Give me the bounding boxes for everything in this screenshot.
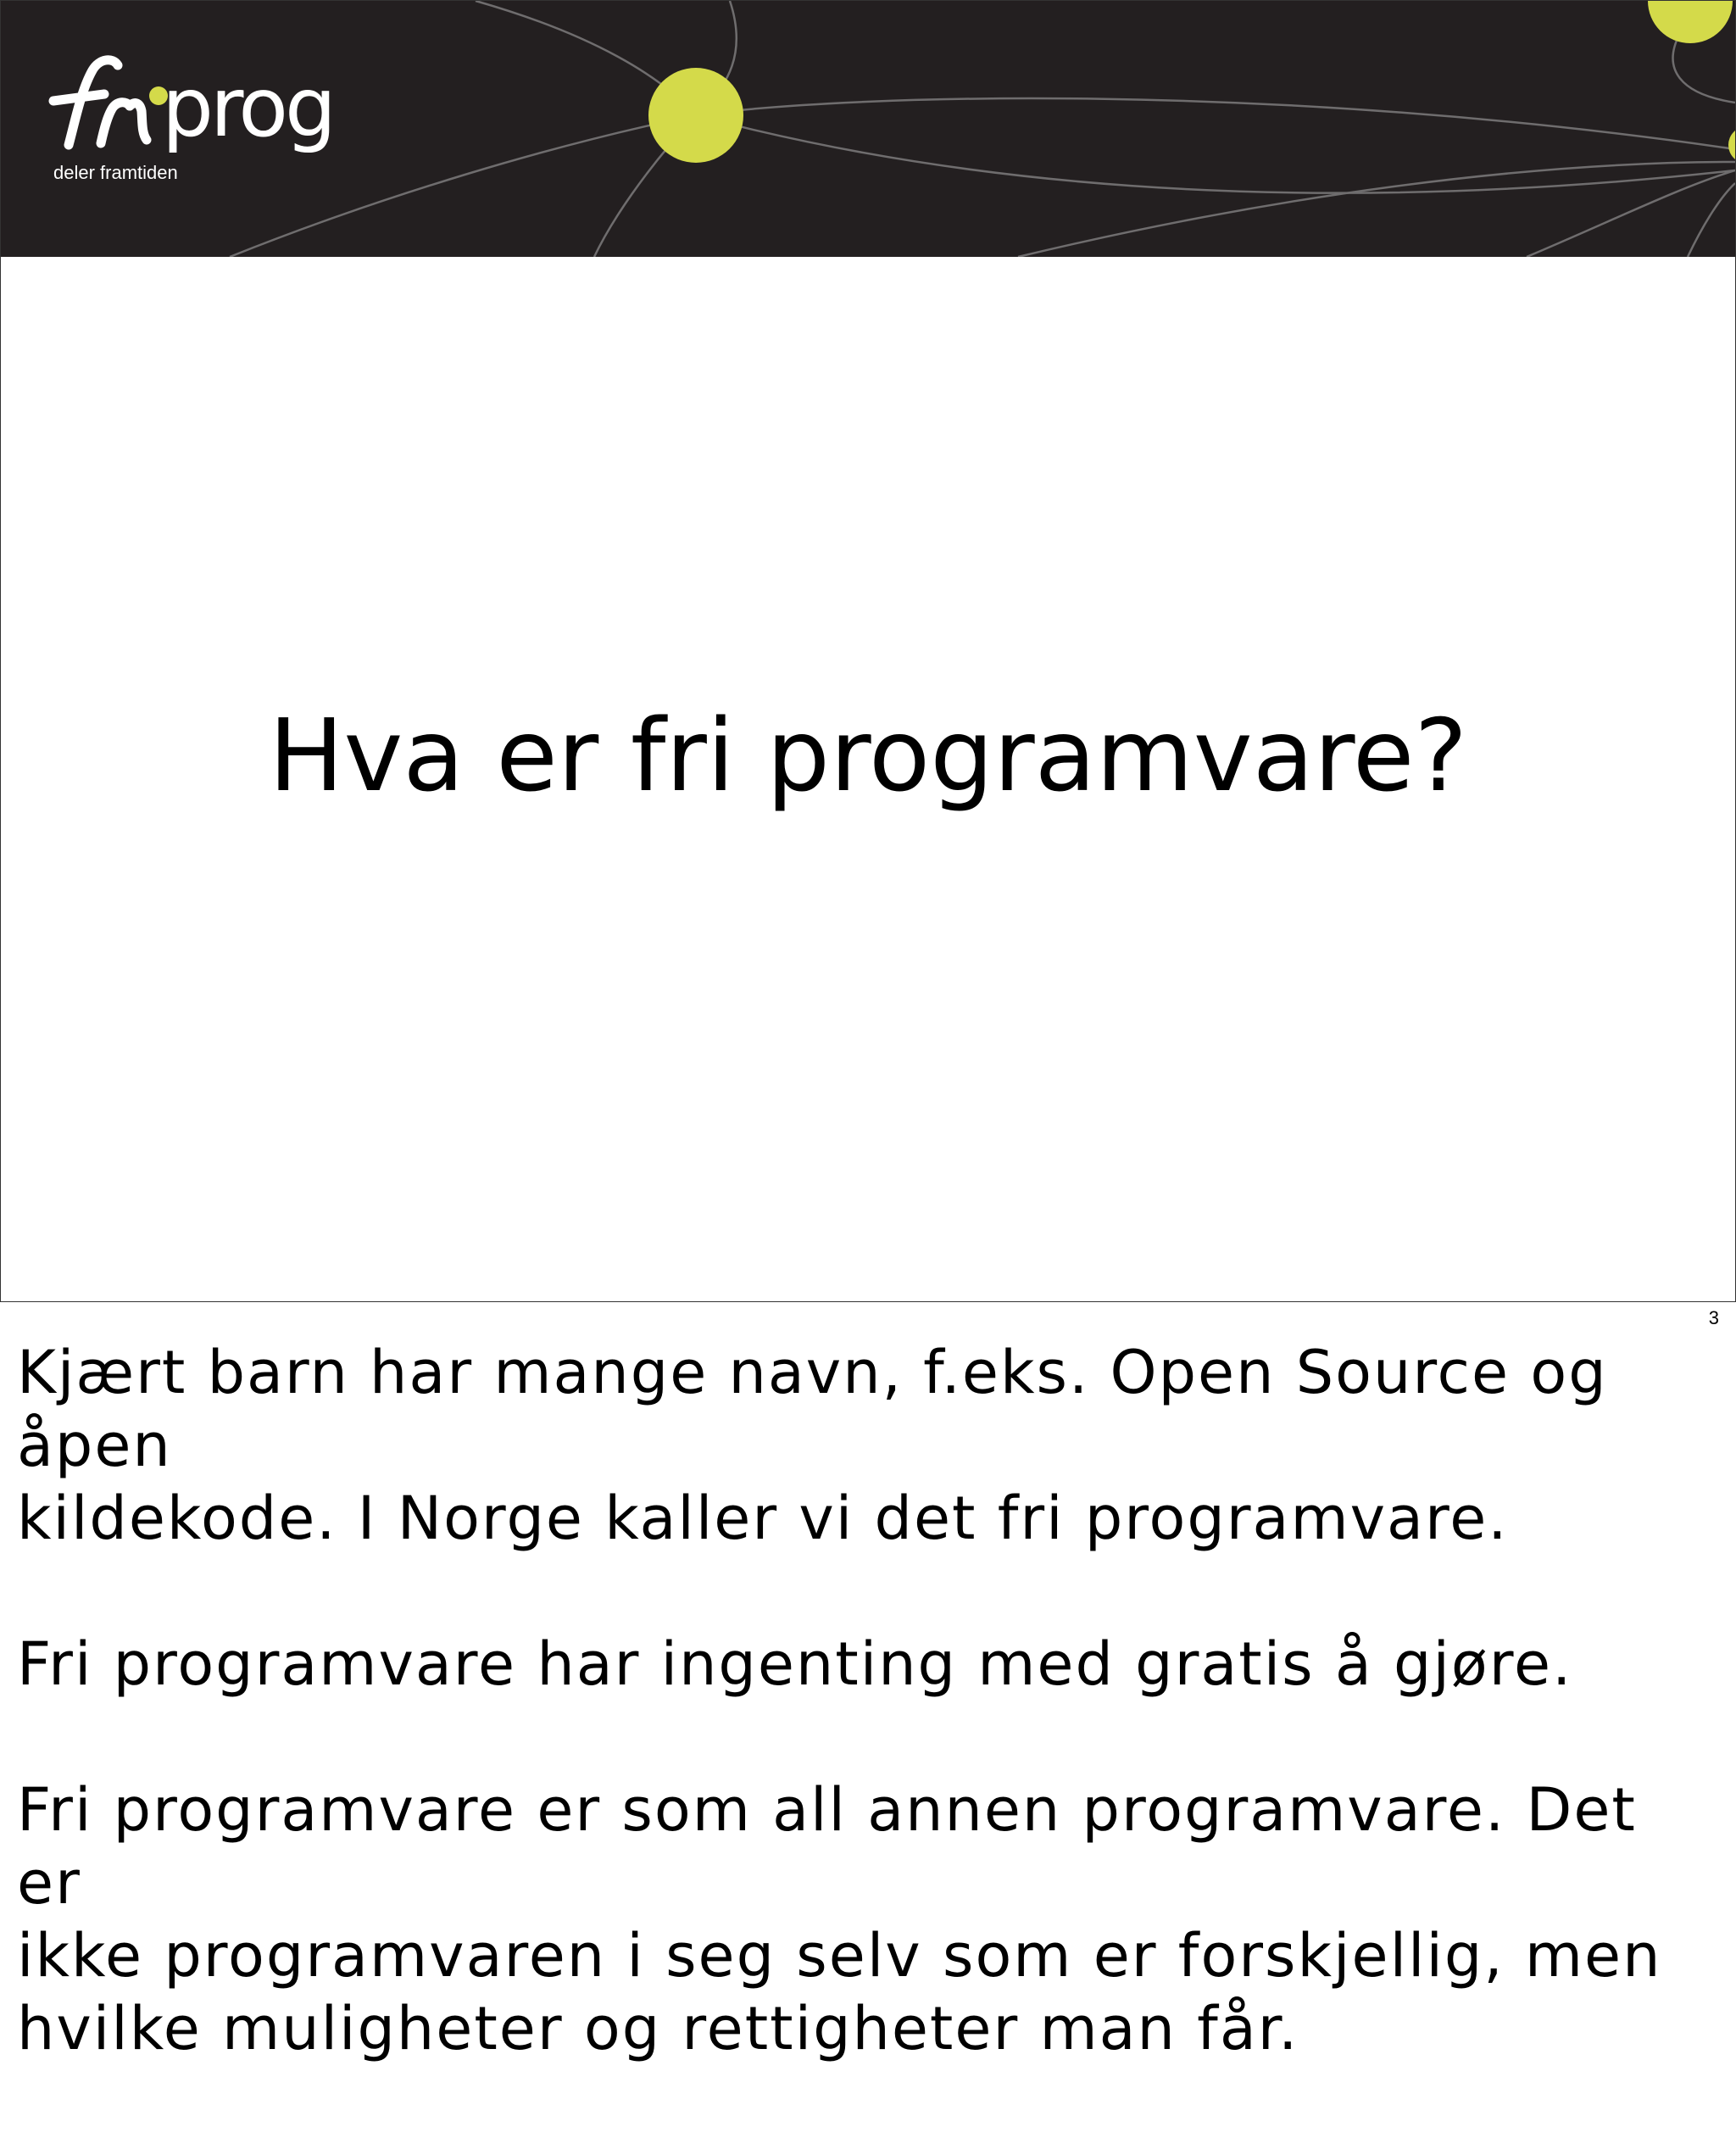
header-banner bbox=[1, 1, 1735, 257]
green-dot-right-edge bbox=[1728, 126, 1735, 164]
page-number: 3 bbox=[1708, 1307, 1719, 1328]
notes-paragraph: Fri programvare har ingenting med gratis å gjøre. bbox=[17, 1629, 1573, 1699]
logo-wordmark-prog: prog bbox=[162, 60, 333, 155]
fri-script-mark bbox=[35, 52, 170, 153]
slide-title: Hva er fri programvare? bbox=[268, 697, 1468, 814]
notes-paragraph: Fri programvare er som all annen programvare. Det er ikke programvaren i seg selv som er forskjellig, men hvilke muligheter og rettigheter man får. bbox=[17, 1775, 1662, 2063]
friprog-logo[interactable] bbox=[35, 52, 357, 196]
green-dot-top-right bbox=[1648, 1, 1733, 43]
speaker-notes bbox=[17, 1336, 1712, 2138]
green-dot-large bbox=[648, 68, 743, 163]
notes-paragraph: Kjært barn har mange navn, f.eks. Open Source og åpen kildekode. I Norge kaller vi det fri programvare. bbox=[17, 1338, 1608, 1553]
logo-tagline: deler framtiden bbox=[53, 162, 178, 183]
